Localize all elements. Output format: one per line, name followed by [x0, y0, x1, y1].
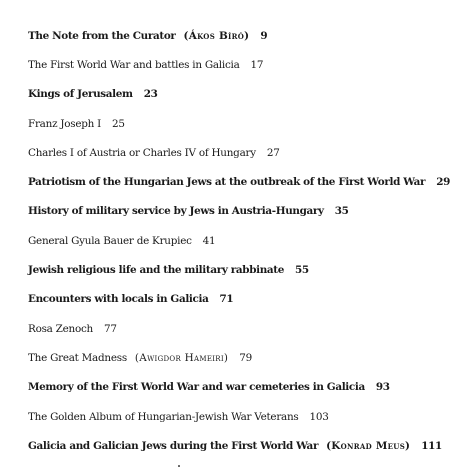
toc-entry-page-number: 25: [112, 117, 125, 130]
table-of-contents: [28, 21, 464, 460]
toc-entry-title: Kings of Jerusalem: [28, 88, 133, 101]
toc-entry-title: Jewish religious life and the military rabbinate: [28, 264, 285, 277]
toc-entry: [28, 402, 464, 431]
toc-entry-title: The Great Madness: [28, 351, 127, 364]
toc-entry-page-number: 103: [309, 410, 329, 423]
toc-entry: [28, 80, 464, 109]
stray-dot: [178, 465, 180, 467]
toc-entry: [28, 285, 464, 314]
toc-entry: [28, 167, 464, 196]
toc-entry: [28, 50, 464, 79]
toc-entry-title: The Golden Album of Hungarian-Jewish War Veterans: [28, 410, 299, 423]
toc-entry: [28, 109, 464, 138]
toc-entry: [28, 255, 464, 284]
toc-entry-title: Franz Joseph I: [28, 117, 101, 130]
toc-entry-page-number: 35: [334, 205, 349, 218]
toc-entry: [28, 226, 464, 255]
toc-entry: [28, 343, 464, 372]
toc-entry-title: Charles I of Austria or Charles IV of Hungary: [28, 146, 256, 159]
toc-entry-page-number: 93: [375, 381, 390, 394]
toc-entry-title: Memory of the First World War and war cemeteries in Galicia: [28, 381, 365, 394]
toc-entry-title: Rosa Zenoch: [28, 322, 93, 335]
toc-entry-title: Galicia and Galician Jews during the First World War: [28, 439, 319, 452]
toc-entry: [28, 373, 464, 402]
toc-entry-page-number: 111: [421, 439, 442, 452]
toc-entry-page-number: 55: [295, 264, 309, 277]
toc-entry-page-number: 77: [104, 322, 117, 335]
toc-entry-title: General Gyula Bauer de Krupiec: [28, 234, 192, 247]
toc-entry-page-number: 23: [143, 88, 158, 101]
toc-entry-page-number: 27: [266, 146, 280, 159]
toc-entry-author: (Konrad Meus): [326, 439, 411, 452]
toc-entry: [28, 197, 464, 226]
toc-entry-title: History of military service by Jews in Austria-Hungary: [28, 205, 324, 218]
toc-entry-title: Patriotism of the Hungarian Jews at the outbreak of the First World War: [28, 176, 426, 189]
toc-entry: [28, 431, 464, 460]
toc-entry-page-number: 17: [250, 58, 264, 71]
toc-entry: [28, 314, 464, 343]
toc-entry-page-number: 71: [219, 293, 234, 306]
toc-entry-page-number: 79: [239, 351, 253, 364]
toc-entry-page-number: 41: [202, 234, 216, 247]
toc-entry-author: (Ákos Bíró): [183, 29, 250, 42]
toc-entry-title: The Note from the Curator: [28, 29, 176, 42]
toc-entry: [28, 21, 464, 50]
toc-entry-page-number: 9: [260, 29, 268, 42]
toc-entry: [28, 138, 464, 167]
toc-entry-page-number: 29: [436, 176, 450, 189]
toc-entry-title: The First World War and battles in Galicia: [28, 58, 240, 71]
toc-entry-title: Encounters with locals in Galicia: [28, 293, 209, 306]
toc-entry-author: (Awigdor Hameiri): [134, 351, 229, 364]
